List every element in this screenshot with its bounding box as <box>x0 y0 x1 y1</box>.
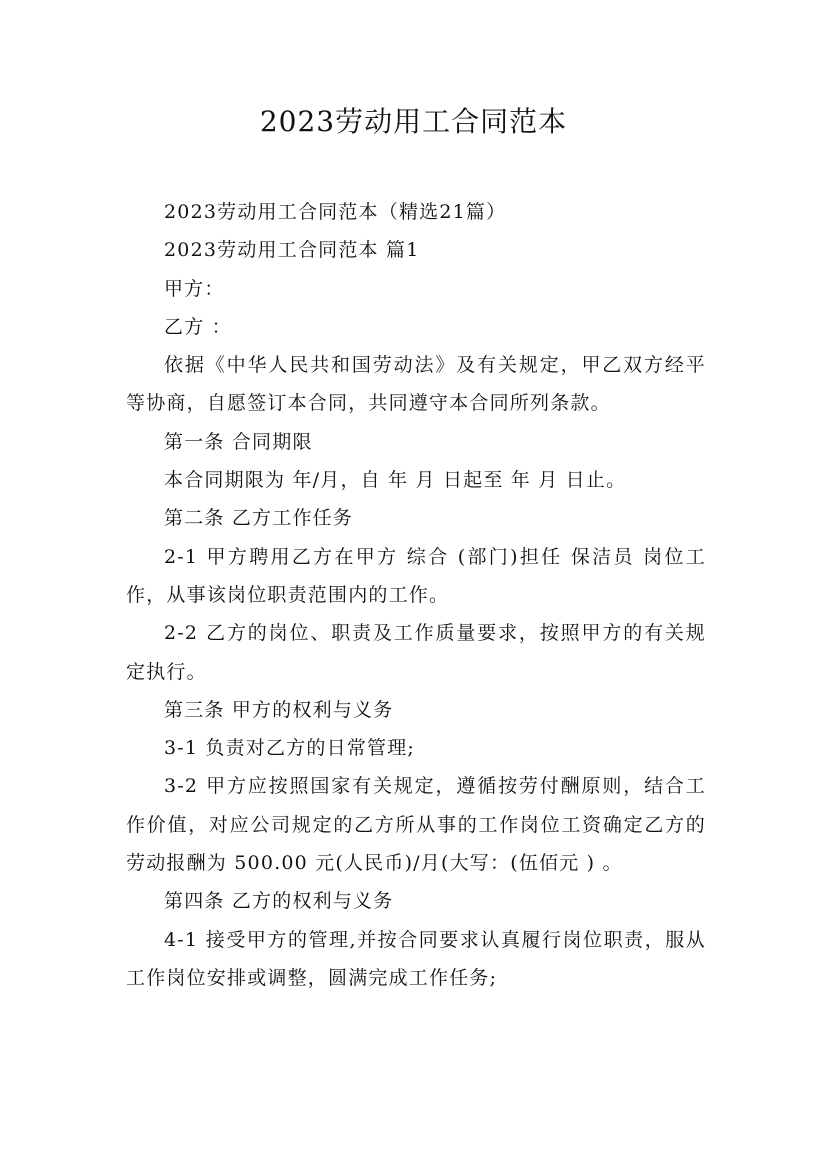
paragraph: 第三条 甲方的权利与义务 <box>164 698 394 721</box>
paragraph: 2-2 乙方的岗位、职责及工作质量要求，按照甲方的有关规定执行。 <box>126 622 706 683</box>
paragraph: 第四条 乙方的权利与义务 <box>164 890 394 913</box>
paragraph: 2023劳动用工合同范本 篇1 <box>164 239 420 262</box>
paragraph: 甲方： <box>164 277 225 300</box>
paragraph: 第一条 合同期限 <box>164 430 313 453</box>
paragraph: 2-1 甲方聘用乙方在甲方 综合 (部门)担任 保洁员 岗位工作，从事该岗位职责范围内的工作。 <box>126 545 706 606</box>
paragraph: 依据《中华人民共和国劳动法》及有关规定，甲乙双方经平等协商，自愿签订本合同，共同遵守本合同所列条款。 <box>126 354 706 415</box>
paragraph: 3-2 甲方应按照国家有关规定，遵循按劳付酬原则，结合工作价值，对应公司规定的乙方所从事的工作岗位工资确定乙方的劳动报酬为 500.00 元(人民币)/月(大写：(伍佰元 ) 。 <box>126 775 706 875</box>
paragraph: 3-1 负责对乙方的日常管理; <box>164 737 416 760</box>
paragraph: 4-1 接受甲方的管理,并按合同要求认真履行岗位职责，服从工作岗位安排或调整，圆满完成工作任务; <box>126 928 706 989</box>
paragraph: 第二条 乙方工作任务 <box>164 507 354 530</box>
paragraph: 本合同期限为 年/月，自 年 月 日起至 年 月 日止。 <box>164 469 627 492</box>
document-title: 2023劳动用工合同范本 <box>259 105 568 138</box>
document-body <box>126 193 706 997</box>
paragraph: 2023劳动用工合同范本（精选21篇） <box>164 201 507 223</box>
paragraph: 乙方 ： <box>164 315 232 338</box>
